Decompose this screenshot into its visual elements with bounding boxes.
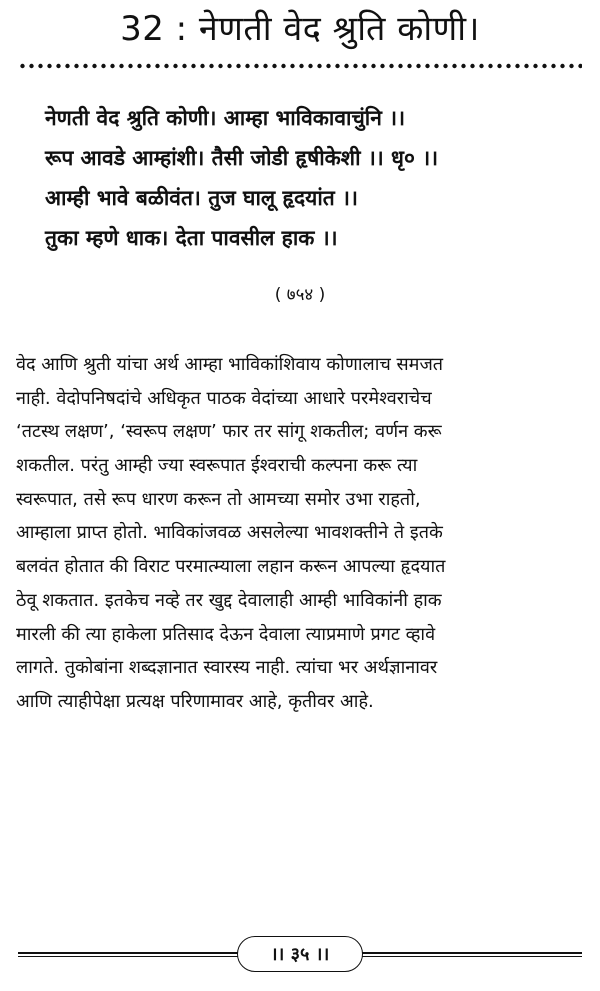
commentary-line: स्वरूपात, तसे रूप धारण करून तो आमच्या समोर उभा राहतो, (16, 488, 421, 510)
abhang-number: ( ७५४ ) (274, 285, 326, 305)
commentary-line: ठेवू शकतात. इतकेच नव्हे तर खुद्द देवालाही आम्ही भाविकांनी हाक (16, 589, 442, 611)
page-number: ।। ३५ ।। (237, 936, 363, 972)
commentary-line: मारली की त्या हाकेला प्रतिसाद देऊन देवाला त्याप्रमाणे प्रगट व्हावे (16, 623, 436, 645)
commentary-line: वेद आणि श्रुती यांचा अर्थ आम्हा भाविकांशिवाय कोणालाच समजत (16, 354, 444, 375)
commentary-line: आणि त्याहीपेक्षा प्रत्यक्ष परिणामावर आहे, कृतीवर आहे. (16, 690, 374, 712)
abhang-verses (45, 98, 585, 258)
dotted-divider (18, 62, 582, 70)
commentary-line: शकतील. परंतु आम्ही ज्या स्वरूपात ईश्वराची कल्पना करू त्या (16, 455, 418, 477)
commentary-line: ‘तटस्थ लक्षण’, ‘स्वरूप लक्षण’ फार तर सांगू शकतील; वर्णन करू (16, 421, 442, 443)
commentary-line: बलवंत होतात की विराट परमात्म्याला लहान करून आपल्या हृदयात (16, 556, 446, 578)
verse-line: तुका म्हणे धाक। देता पावसील हाक ।। (45, 226, 338, 250)
verse-line: आम्ही भावे बळीवंत। तुज घालू हृदयांत ।। (45, 186, 358, 210)
page-title: 32 : नेणती वेद श्रुति कोणी। (120, 9, 480, 49)
commentary-line: लागते. तुकोबांना शब्दज्ञानात स्वारस्य नाही. त्यांचा भर अर्थज्ञानावर (16, 657, 438, 679)
commentary-paragraph (16, 348, 588, 719)
verse-line: रूप आवडे आम्हांशी। तैसी जोडी हृषीकेशी ।। धृ० ।। (45, 146, 439, 170)
commentary-line: नाही. वेदोपनिषदांचे अधिकृत पाठक वेदांच्या आधारे परमेश्वराचेच (16, 387, 432, 409)
commentary-line: आम्हाला प्राप्त होतो. भाविकांजवळ असलेल्या भावशक्तीने ते इतके (16, 522, 443, 544)
verse-line: नेणती वेद श्रुति कोणी। आम्हा भाविकावाचुंनि ।। (45, 106, 406, 130)
